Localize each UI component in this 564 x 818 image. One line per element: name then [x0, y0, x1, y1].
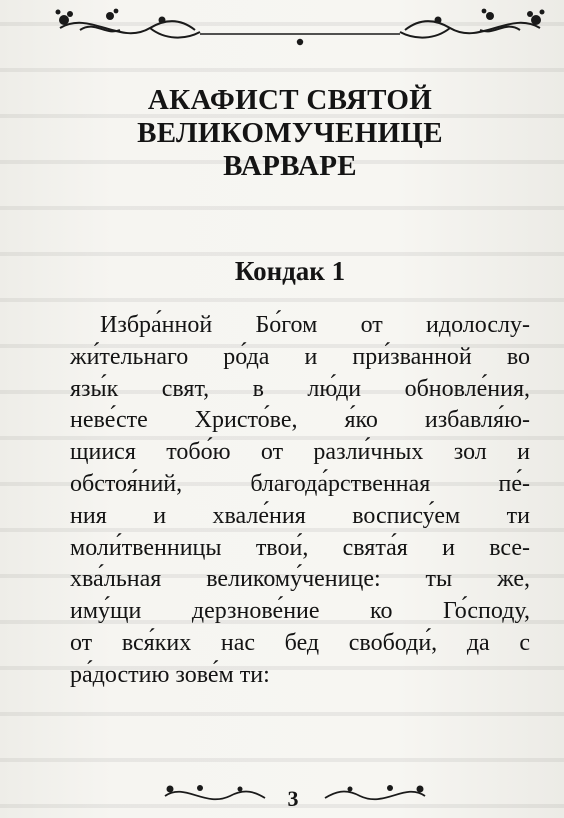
- text-line: жи́тельнаго ро́да и при́званной во: [70, 343, 530, 370]
- akathist-title: [70, 84, 510, 183]
- text-line: язы́к свят, в лю́ди обновле́ния,: [70, 375, 530, 402]
- title-line: ВЕЛИКОМУЧЕНИЦЕ: [137, 117, 443, 149]
- kontak-heading: Кондак 1: [234, 256, 346, 286]
- text-line: щиися тобо́ю от разли́чных зол и: [70, 439, 530, 466]
- text-line: ния и хвале́ния воспису́ем ти: [70, 502, 530, 529]
- text-line: от вся́ких нас бед свободи́, да с: [70, 629, 530, 656]
- text-line: неве́сте Христо́ве, я́ко избавля́ю-: [70, 407, 530, 434]
- text-line: обстоя́ний, благода́рственная пе́-: [70, 470, 530, 497]
- text-line: иму́щи дерзнове́ние ко Го́споду,: [70, 598, 530, 625]
- kontak-text: [70, 310, 530, 692]
- title-line: АКАФИСТ СВЯТОЙ: [147, 84, 433, 116]
- page-number: 3: [287, 786, 299, 811]
- floral-ornament-top-icon: [50, 6, 550, 54]
- text-line: хва́льная великому́ченице: ты же,: [70, 566, 530, 593]
- text-line: ра́достию зове́м ти:: [70, 661, 270, 688]
- text-line: Избра́нной Бо́гом от идолослу-: [100, 312, 530, 338]
- title-line: ВАРВАРЕ: [223, 150, 357, 182]
- text-line: моли́твенницы твои́, свята́я и все-: [70, 534, 530, 561]
